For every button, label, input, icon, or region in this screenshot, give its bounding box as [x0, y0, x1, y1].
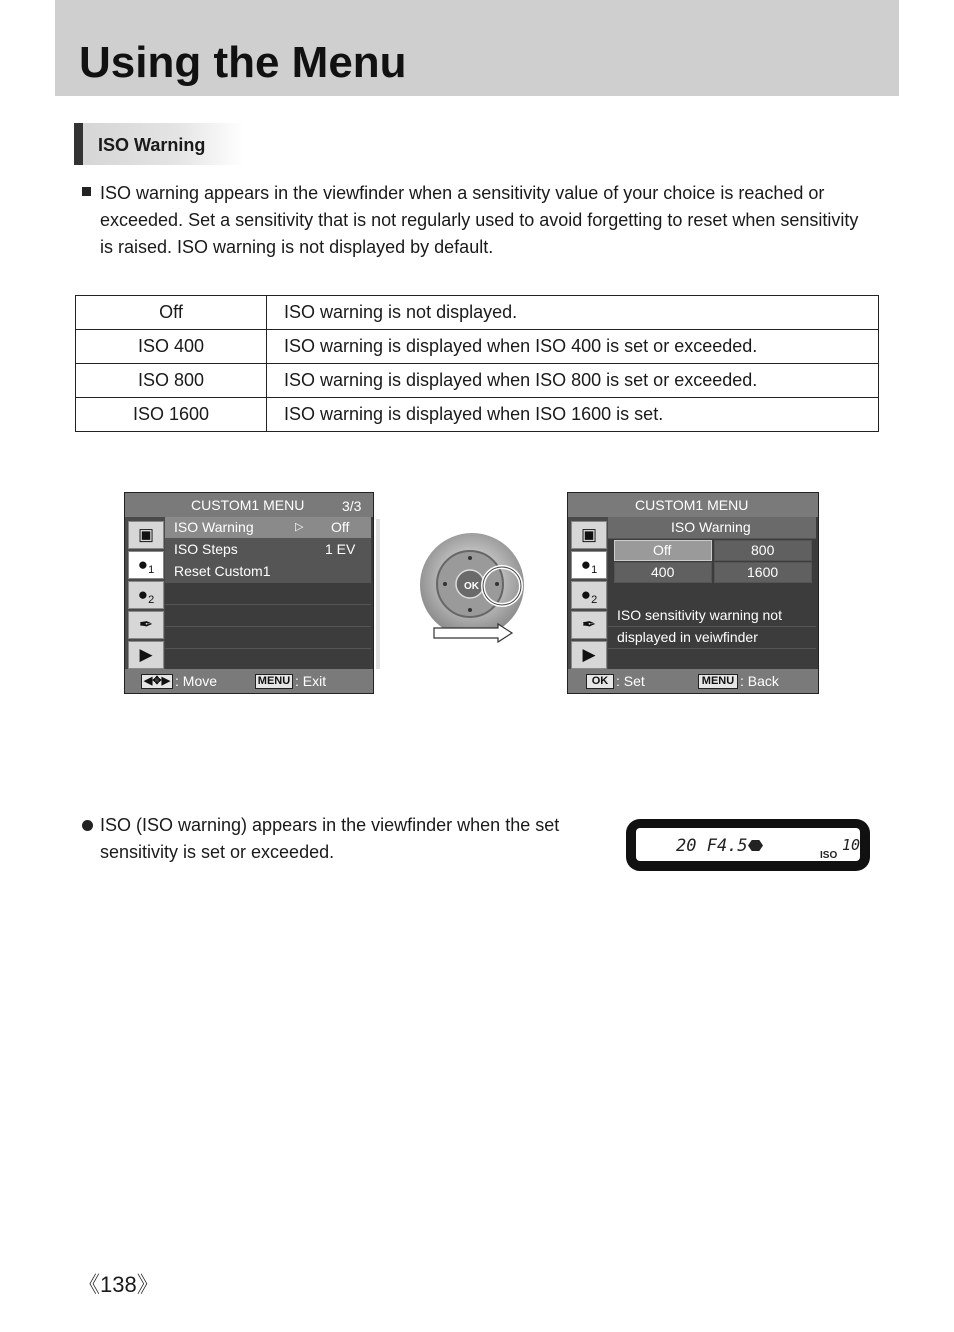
description-cell: ISO warning is displayed when ISO 800 is set or exceeded. [267, 364, 879, 398]
screen-title-bar [125, 493, 373, 517]
option-800[interactable] [714, 540, 812, 561]
dial-ok-label: OK [464, 581, 479, 592]
section-bar [74, 123, 83, 165]
screen-title: CUSTOM1 MENU [635, 497, 749, 513]
menu-item-label: Reset Custom1 [174, 563, 271, 579]
camera-icon[interactable]: ▣ [571, 521, 607, 549]
table-row [76, 330, 879, 364]
screen-footer [125, 669, 373, 693]
viewfinder-readout: 20 F4.5 [676, 836, 748, 856]
menu-item-iso-warning[interactable] [165, 517, 371, 539]
menu-empty-row [165, 627, 371, 649]
page-number: 《138》 [78, 1272, 159, 1297]
custom1-icon[interactable]: ●1 [571, 551, 607, 579]
setting-cell: ISO 400 [76, 330, 267, 364]
description-cell: ISO warning is displayed when ISO 400 is set or exceeded. [267, 330, 879, 364]
focus-indicator-icon [748, 840, 763, 851]
exit-hint: : Exit [295, 673, 327, 689]
menu-empty-row [165, 605, 371, 627]
play-icon[interactable]: ▶ [128, 641, 164, 669]
menu-item-label: ISO Steps [174, 541, 238, 557]
submenu-title: ISO Warning [671, 519, 751, 535]
table-row [76, 296, 879, 330]
menu-tab-column [568, 517, 608, 669]
play-icon[interactable]: ▶ [571, 641, 607, 669]
menu-item-label: ISO Warning [174, 519, 254, 535]
square-bullet-icon [82, 187, 91, 196]
note-text: ISO (ISO warning) appears in the viewfinder when the set sensitivity is set or exceeded. [100, 815, 560, 862]
camera-icon[interactable]: ▣ [128, 521, 164, 549]
setting-cell: Off [76, 296, 267, 330]
options-table [75, 295, 879, 432]
back-hint: : Back [740, 673, 779, 689]
menu-item-value: Off [331, 519, 350, 535]
menu-key-icon: MENU [698, 674, 738, 689]
navigation-key-icon: ◀✥▶ [141, 674, 173, 689]
custom1-icon[interactable]: ●1 [128, 551, 164, 579]
viewfinder-count: 10 [842, 836, 861, 854]
table-row [76, 398, 879, 432]
menu-item-value: 1 EV [325, 541, 356, 557]
wrench-icon[interactable]: ✒ [128, 611, 164, 639]
screen-footer [568, 669, 818, 693]
section-label: ISO Warning [98, 135, 206, 155]
set-hint: : Set [616, 673, 645, 689]
message-line-1: ISO sensitivity warning not [617, 607, 782, 623]
message-row [608, 605, 816, 627]
control-dial-graphic [420, 530, 530, 645]
message-row [608, 627, 816, 649]
wrench-icon[interactable]: ✒ [571, 611, 607, 639]
custom2-icon[interactable]: ●2 [128, 581, 164, 609]
screen-title-bar [568, 493, 818, 517]
description-cell: ISO warning is not displayed. [267, 296, 879, 330]
menu-tab-column [125, 517, 165, 669]
menu-item-iso-steps[interactable] [165, 539, 371, 561]
page-title: Using the Menu [79, 38, 407, 87]
viewfinder-display [626, 819, 870, 871]
option-1600[interactable] [714, 562, 812, 583]
ok-key-icon: OK [586, 674, 614, 689]
message-line-2: displayed in veiwfinder [617, 629, 758, 645]
header-band [55, 0, 899, 96]
round-bullet-icon [82, 820, 93, 831]
table-row [76, 364, 879, 398]
page-indicator: 3/3 [342, 498, 362, 514]
intro-text: ISO warning appears in the viewfinder when a sensitivity value of your choice is reached or exceeded. Set a sensitivity that is not regularly used to avoid forgetting to reset when sensitivity is raised. ISO warning is not displayed by default. [100, 183, 859, 257]
scrollbar[interactable] [376, 519, 380, 669]
option-label: 400 [651, 564, 675, 580]
screen-title: CUSTOM1 MENU [191, 497, 305, 513]
chevron-right-icon: ▷ [295, 521, 304, 533]
menu-empty-row [165, 583, 371, 605]
custom2-icon[interactable]: ●2 [571, 581, 607, 609]
option-label: 1600 [747, 564, 779, 580]
option-label: 800 [751, 542, 775, 558]
viewfinder-panel [636, 828, 860, 861]
section-heading [74, 123, 244, 165]
option-off[interactable] [614, 540, 712, 561]
description-cell: ISO warning is displayed when ISO 1600 is set. [267, 398, 879, 432]
dial-icon [420, 530, 530, 645]
submenu-title-row [608, 517, 816, 539]
option-400[interactable] [614, 562, 712, 583]
menu-item-reset-custom1[interactable] [165, 561, 371, 583]
lcd-screen-iso-warning [567, 492, 819, 694]
option-label: Off [653, 542, 672, 558]
setting-cell: ISO 1600 [76, 398, 267, 432]
move-hint: : Move [175, 673, 218, 689]
setting-cell: ISO 800 [76, 364, 267, 398]
iso-warning-indicator: ISO [820, 850, 838, 861]
menu-key-icon: MENU [255, 674, 293, 689]
lcd-screen-custom1-menu [124, 492, 374, 694]
